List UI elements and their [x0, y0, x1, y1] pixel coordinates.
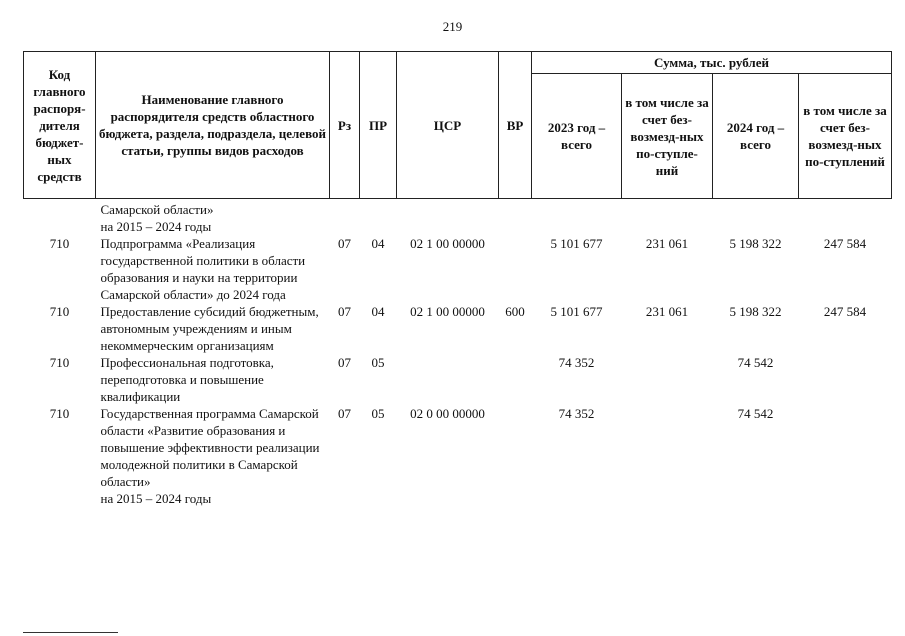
cell-y2024-total: 74 542 — [737, 355, 774, 370]
header-2024-total: 2024 год – всего — [713, 74, 799, 199]
header-vr: ВР — [499, 52, 532, 199]
cell-pr: 04 — [371, 236, 385, 251]
cell-y2023-total: 74 352 — [558, 355, 595, 370]
cell-y2024-free — [799, 354, 892, 405]
cell-pr: 05 — [371, 406, 385, 421]
cell-csr — [397, 199, 499, 236]
header-name: Наименование главного распорядителя средств областного бюджета, раздела, подраздела, целевой статьи, группы видов расходов — [96, 52, 330, 199]
cell-y2024-total: 5 198 322 — [729, 304, 782, 319]
cell-rz — [330, 199, 360, 236]
cell-y2023-free — [622, 354, 713, 405]
cell-y2023-total: 5 101 677 — [550, 304, 603, 319]
table-row — [24, 405, 892, 507]
cell-name: Самарской области» на 2015 – 2024 годы — [100, 202, 214, 234]
header-pr: ПР — [360, 52, 397, 199]
header-2023-total: 2023 год – всего — [532, 74, 622, 199]
cell-pr: 04 — [371, 304, 385, 319]
cell-y2024-total: 5 198 322 — [729, 236, 782, 251]
header-csr: ЦСР — [397, 52, 499, 199]
header-rz: Рз — [330, 52, 360, 199]
cell-csr: 02 1 00 00000 — [410, 236, 485, 251]
cell-name: Предоставление субсидий бюджетным, автономным учреждениям и иным некоммерческим организациям — [100, 304, 319, 353]
cell-y2023-total — [532, 199, 622, 236]
page-number: 219 — [442, 19, 463, 34]
cell-y2023-free — [622, 405, 713, 507]
cell-vr — [499, 354, 532, 405]
bottom-rule — [23, 632, 118, 633]
cell-csr: 02 0 00 00000 — [410, 406, 485, 421]
table-row — [24, 235, 892, 303]
header-sum-group: Сумма, тыс. рублей — [532, 52, 892, 74]
cell-y2024-free: 247 584 — [823, 236, 867, 251]
cell-csr — [397, 354, 499, 405]
cell-pr: 05 — [371, 355, 385, 370]
cell-rz: 07 — [338, 304, 351, 319]
cell-name: Подпрограмма «Реализация государственной политики в области образования и науки на территории Самарской области» до 2024 года — [100, 236, 306, 302]
cell-pr — [360, 199, 397, 236]
cell-y2023-total: 74 352 — [558, 406, 595, 421]
cell-name: Профессиональная подготовка, переподготовка и повышение квалификации — [100, 355, 274, 404]
cell-y2024-free — [799, 405, 892, 507]
cell-y2023-free — [622, 199, 713, 236]
cell-y2024-free: 247 584 — [823, 304, 867, 319]
cell-y2024-total: 74 542 — [737, 406, 774, 421]
cell-code: 710 — [49, 304, 70, 319]
cell-vr: 600 — [505, 304, 525, 319]
cell-code: 710 — [49, 355, 70, 370]
cell-code: 710 — [49, 236, 70, 251]
header-code: Код главного распоря-дителя бюджет-ных средств — [24, 52, 96, 199]
cell-vr — [499, 199, 532, 236]
table-row — [24, 354, 892, 405]
cell-name: Государственная программа Самарской области «Развитие образования и повышение эффективности реализации молодежной политики в Самарской области» на 2015 – 2024 годы — [100, 406, 320, 506]
cell-y2023-free: 231 061 — [645, 236, 689, 251]
cell-code: 710 — [49, 406, 70, 421]
cell-y2023-free: 231 061 — [645, 304, 689, 319]
cell-vr — [499, 235, 532, 303]
header-2023-free: в том числе за счет без-возмезд-ных по-ступле-ний — [622, 74, 713, 199]
cell-vr — [499, 405, 532, 507]
cell-y2023-total: 5 101 677 — [550, 236, 603, 251]
table-body — [24, 199, 892, 508]
header-2024-free: в том числе за счет без-возмезд-ных по-ступлений — [799, 74, 892, 199]
cell-rz: 07 — [338, 406, 351, 421]
cell-code — [24, 199, 96, 236]
cell-y2024-total — [713, 199, 799, 236]
table-row — [24, 199, 892, 236]
cell-csr: 02 1 00 00000 — [410, 304, 485, 319]
budget-table — [23, 51, 892, 507]
table-row — [24, 303, 892, 354]
cell-rz: 07 — [338, 236, 351, 251]
cell-rz: 07 — [338, 355, 351, 370]
cell-y2024-free — [799, 199, 892, 236]
